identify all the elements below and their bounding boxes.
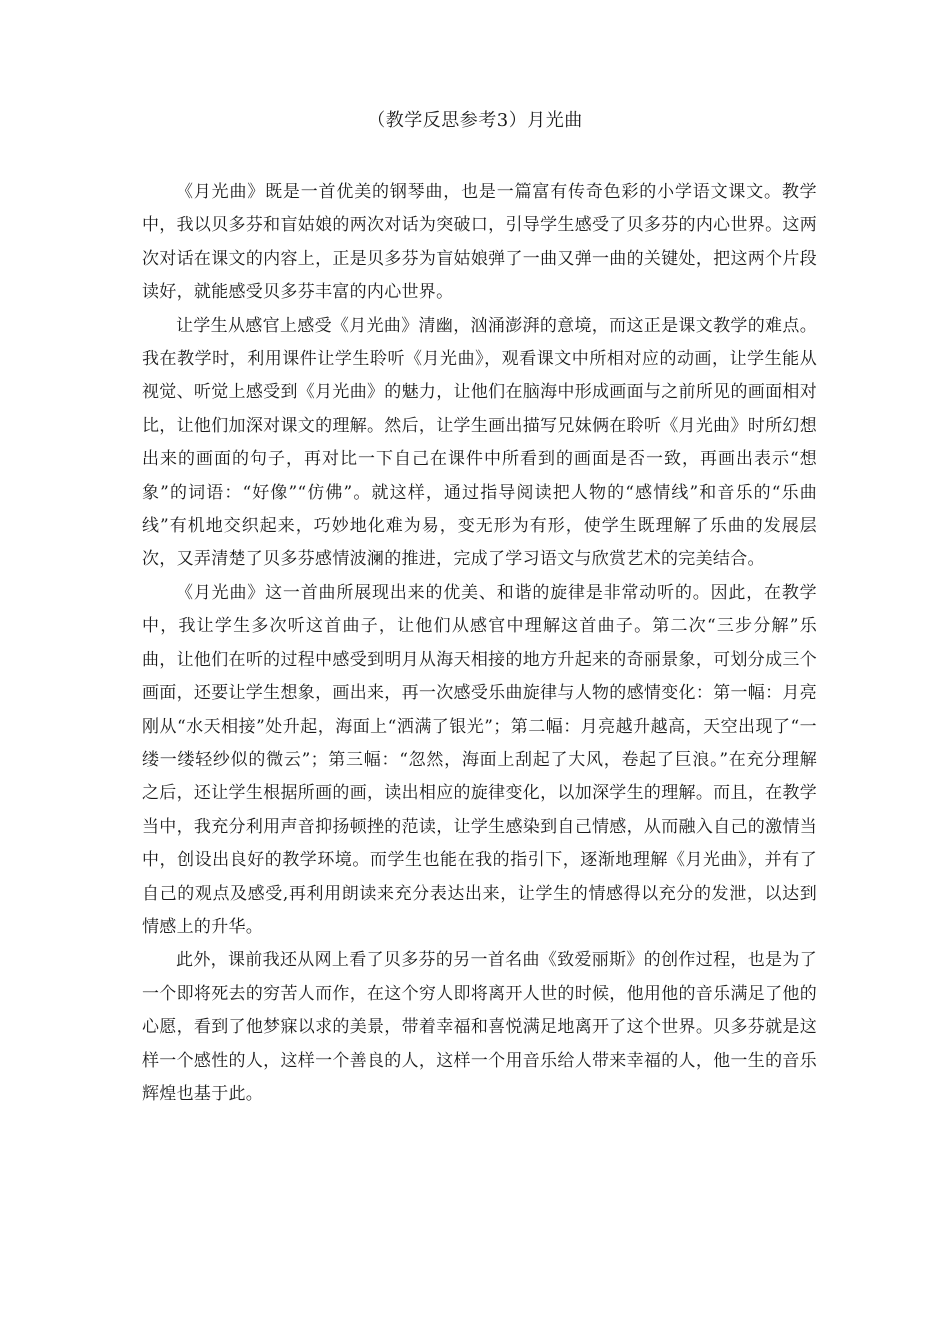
paragraph-2: 让学生从感官上感受《月光曲》清幽，汹涌澎湃的意境，而这正是课文教学的难点。我在教学时，利用课件让学生聆听《月光曲》，观看课文中所相对应的动画，让学生能从视觉、听觉上感受到《月光曲》的魅力，让他们在脑海中形成画面与之前所见的画面相对比，让他们加深对课文的理解。然后，让学生画出描写兄妹俩在聆听《月光曲》时所幻想出来的画面的句子，再对比一下自己在课件中所看到的画面是否一致，再画出表示“想象”的词语：“好像”“仿佛”。就这样，通过指导阅读把人物的“感情线”和音乐的“乐曲线”有机地交织起来，巧妙地化难为易，变无形为有形，使学生既理解了乐曲的发展层次，又弄清楚了贝多芬感情波澜的推进，完成了学习语文与欣赏艺术的完美结合。 <box>142 315 817 570</box>
paragraph-1: 《月光曲》既是一首优美的钢琴曲，也是一篇富有传奇色彩的小学语文课文。教学中，我以贝多芬和盲姑娘的两次对话为突破口，引导学生感受了贝多芬的内心世界。这两次对话在课文的内容上，正是贝多芬为盲姑娘弹了一曲又弹一曲的关键处，把这两个片段读好，就能感受贝多芬丰富的内心世界。 <box>142 182 817 303</box>
paragraph-3: 《月光曲》这一首曲所展现出来的优美、和谐的旋律是非常动听的。因此，在教学中，我让学生多次听这首曲子，让他们从感官中理解这首曲子。第二次“三步分解”乐曲，让他们在听的过程中感受到明月从海天相接的地方升起来的奇丽景象，可划分成三个画面，还要让学生想象，画出来，再一次感受乐曲旋律与人物的感情变化：第一幅：月亮刚从“水天相接”处升起，海面上“洒满了银光”；第二幅：月亮越升越高，天空出现了“一缕一缕轻纱似的微云”；第三幅：“忽然，海面上刮起了大风，卷起了巨浪。”在充分理解之后，还让学生根据所画的画，读出相应的旋律变化，以加深学生的理解。而且，在教学当中，我充分利用声音抑扬顿挫的范读，让学生感染到自己情感，从而融入自己的激情当中，创设出良好的教学环境。而学生也能在我的指引下，逐渐地理解《月光曲》，并有了自己的观点及感受,再利用朗读来充分表达出来，让学生的情感得以充分的发泄，以达到情感上的升华。 <box>142 582 817 937</box>
paragraph-4: 此外，课前我还从网上看了贝多芬的另一首名曲《致爱丽斯》的创作过程，也是为了一个即将死去的穷苦人而作，在这个穷人即将离开人世的时候，他用他的音乐满足了他的心愿，看到了他梦寐以求的美景，带着幸福和喜悦满足地离开了这个世界。贝多芬就是这样一个感性的人，这样一个善良的人，这样一个用音乐给人带来幸福的人，他一生的音乐辉煌也基于此。 <box>142 950 817 1104</box>
document-body <box>142 176 817 1111</box>
document-title: （教学反思参考3）月光曲 <box>367 110 583 131</box>
